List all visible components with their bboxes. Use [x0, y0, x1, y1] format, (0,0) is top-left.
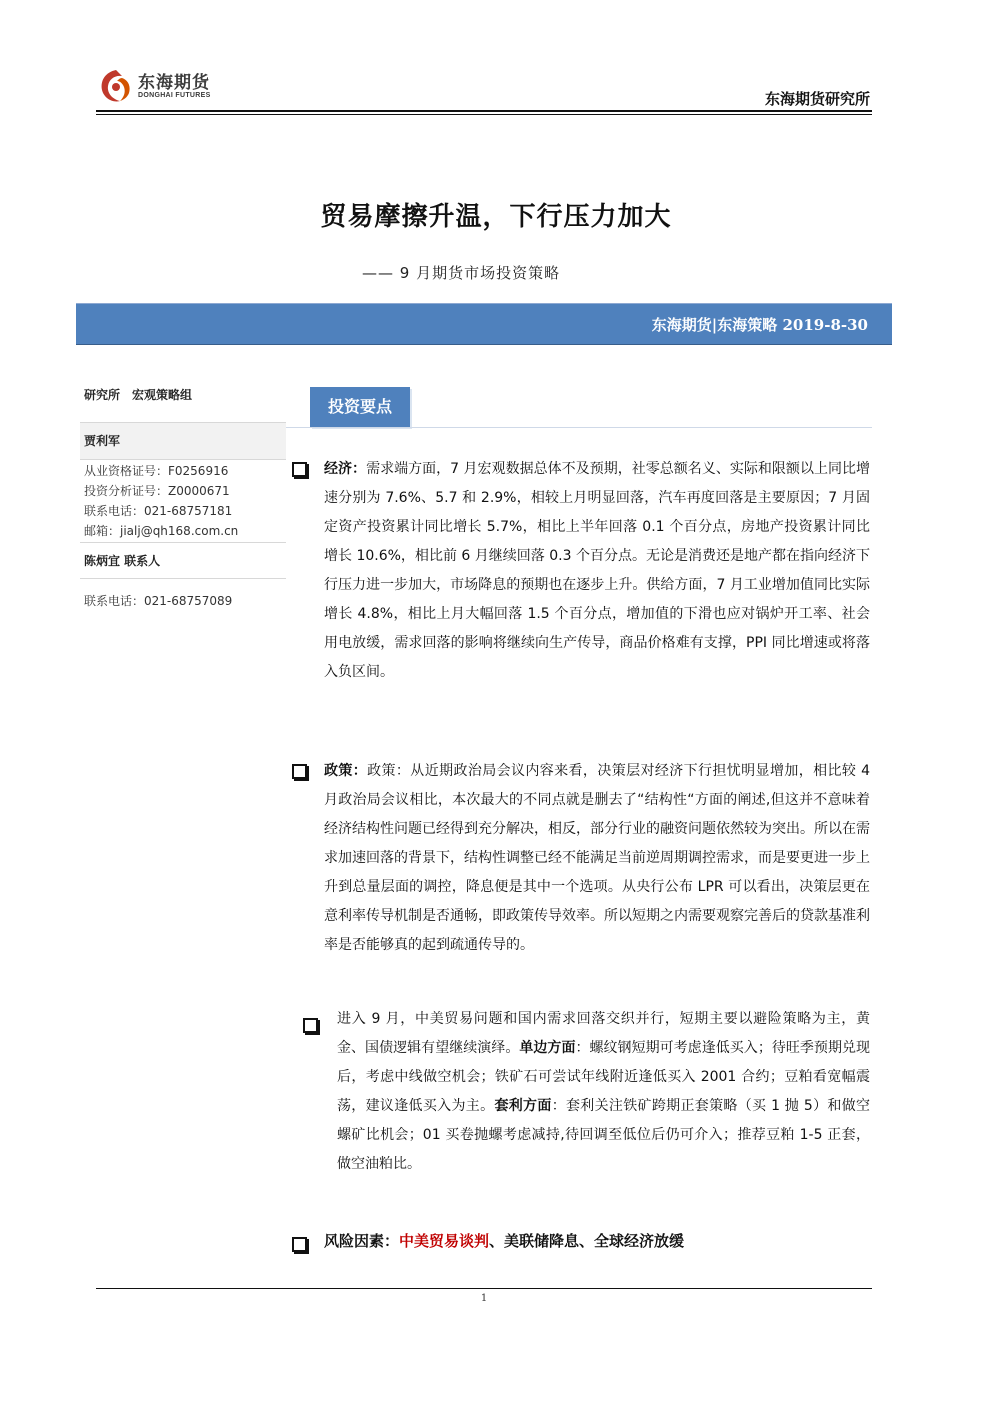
key-points-divider — [286, 427, 872, 428]
risk-lead: 风险因素： — [324, 1232, 400, 1250]
contact-phone: 联系电话：021-68757089 — [84, 594, 233, 608]
checkbox-bullet-icon — [292, 462, 307, 477]
report-subtitle: —— 9 月期货市场投资策略 — [362, 264, 561, 282]
analyst-name: 贾利军 — [84, 434, 121, 448]
report-title: 贸易摩擦升温，下行压力加大 — [320, 202, 672, 232]
logo-text-cn: 东海期货 — [138, 73, 210, 93]
report-banner — [76, 303, 892, 345]
sidebar-divider — [80, 578, 286, 579]
analyst-certificate: 投资分析证号：Z0000671 — [84, 484, 230, 498]
economy-paragraph — [324, 455, 870, 687]
arbitrage-text: ：套利关注铁矿跨期正套策略（买 1 抛 5）和做空螺矿比机会；01 买卷抛螺考虑减持,待回调至低位后仍可介入；推荐豆粕 1-5 正套，做空油粕比。 — [337, 1098, 871, 1172]
institute-name: 东海期货研究所 — [764, 90, 870, 108]
department-label: 研究所 宏观策略组 — [84, 388, 193, 402]
contact-name: 陈炳宜 联系人 — [84, 554, 161, 568]
economy-text: 需求端方面，7 月宏观数据总体不及预期，社零总额名义、实际和限额以上同比增速分别为 7.6%、5.7 和 2.9%，相较上月明显回落，汽车再度回落是主要原因；7 月固定资产投资累计同比增长 5.7%，相比上半年回落 0.1 个百分点，房地产投资累计同比增长 10.6%，相比前 6 月继续回落 0.3 个百分点。无论是消费还是地产都在指向经济下行压力进一步加大，市场降息的预期也在逐步上升。供给方面，7 月工业增加值同比实际增长 4.8%，相比上月大幅回落 1.5 个百分点，增加值的下滑也应对锅炉开工率、社会用电放缓，需求回落的影响将继续向生产传导，商品价格难有支撑，PPI 同比增速或将落入负区间。 — [324, 461, 871, 680]
checkbox-bullet-icon — [292, 1237, 307, 1252]
strategy-paragraph — [337, 1005, 870, 1179]
company-logo — [96, 62, 236, 108]
analyst-qualification: 从业资格证号：F0256916 — [84, 464, 229, 478]
policy-text: 政策：从近期政治局会议内容来看，决策层对经济下行担忧明显增加，相比较 4 月政治局会议相比，本次最大的不同点就是删去了“结构性“方面的阐述,但这并不意味着经济结构性问题已经得到充分解决，相反，部分行业的融资问题依然较为突出。所以在需求加速回落的背景下，结构性调整已经不能满足当前逆周期调控需求，而是要更进一步上升到总量层面的调控，降息便是其中一个选项。从央行公布 LPR 可以看出，决策层更在意利率传导机制是否通畅，即政策传导效率。所以短期之内需要观察完善后的贷款基准利率是否能够真的起到疏通传导的。 — [324, 763, 870, 953]
policy-lead: 政策： — [324, 763, 368, 779]
sidebar-divider — [80, 542, 286, 543]
single-side-lead: 单边方面 — [519, 1040, 576, 1056]
economy-lead: 经济： — [324, 461, 367, 477]
analyst-phone: 联系电话：021-68757181 — [84, 504, 233, 518]
arbitrage-lead: 套利方面 — [494, 1098, 552, 1114]
checkbox-bullet-icon — [303, 1018, 318, 1033]
policy-paragraph — [324, 757, 870, 960]
banner-text: 东海期货|东海策略 2019-8-30 — [651, 316, 868, 334]
risk-highlight: 中美贸易谈判 — [399, 1232, 490, 1250]
logo-text-en: DONGHAI FUTURES — [138, 92, 211, 99]
sidebar-divider — [80, 459, 286, 460]
dragon-logo-icon — [96, 66, 136, 106]
key-points-tag: 投资要点 — [310, 387, 410, 427]
risk-rest: 、美联储降息、全球经济放缓 — [489, 1232, 685, 1250]
footer-divider — [96, 1288, 872, 1289]
page-number: 1 — [480, 1293, 488, 1304]
header-divider-thin — [96, 114, 872, 115]
risk-line — [324, 1230, 684, 1251]
checkbox-bullet-icon — [292, 764, 307, 779]
header-divider — [96, 110, 872, 112]
analyst-email[interactable]: 邮箱：jialj@qh168.com.cn — [84, 524, 239, 538]
single-side-text: ：螺纹钢短期可考虑逢低买入；待旺季预期兑现后，考虑中线做空机会；铁矿石可尝试年线附近逢低买入 2001 合约；豆粕看宽幅震荡，建议逢低买入为主。 — [337, 1040, 871, 1114]
strategy-intro: 进入 9 月，中美贸易问题和国内需求回落交织并行，短期主要以避险策略为主，黄金、国债逻辑有望继续演绎。 — [337, 1011, 870, 1056]
